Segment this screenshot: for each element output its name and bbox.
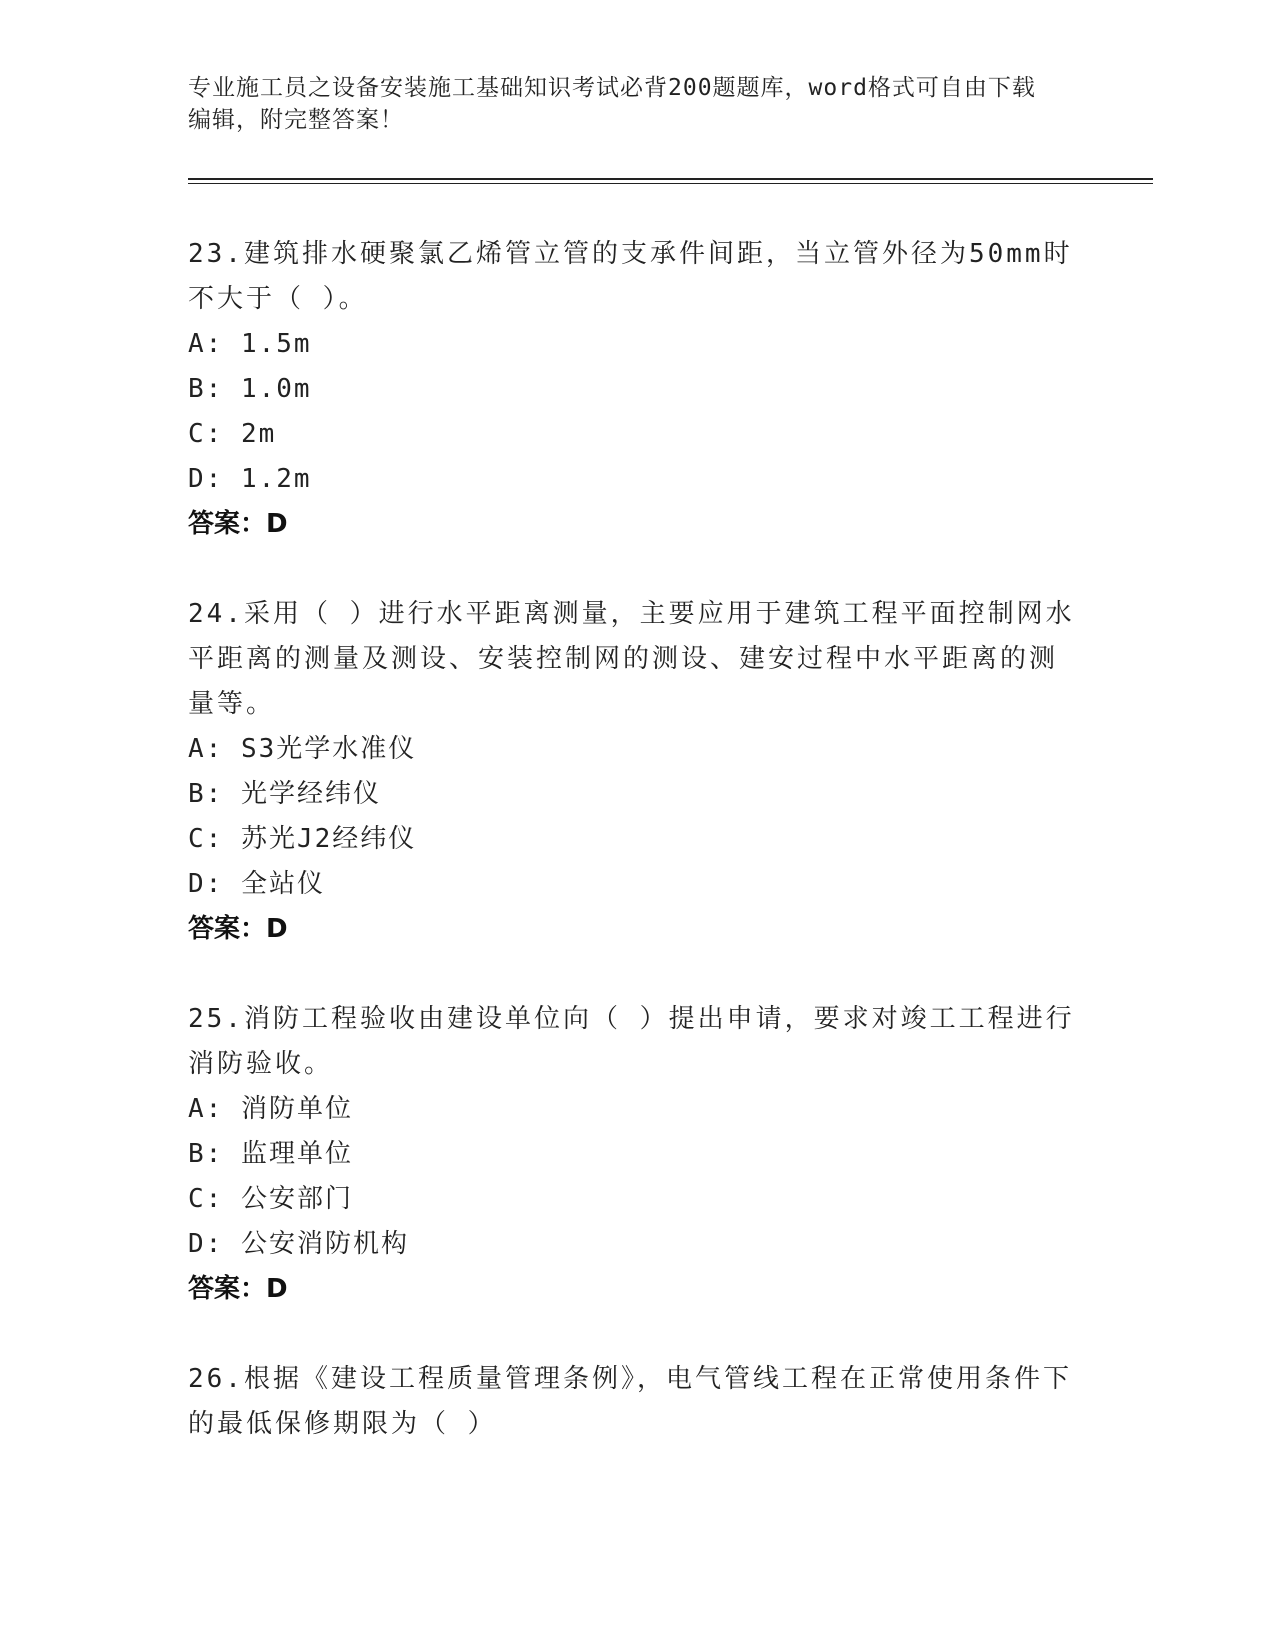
question-stem xyxy=(188,592,1088,727)
question-24 xyxy=(188,592,1088,952)
option-a: A: 1.5m xyxy=(188,329,312,359)
option-b: B: 光学经纬仪 xyxy=(188,779,381,809)
answer-label: 答案：D xyxy=(188,1274,288,1304)
question-stem xyxy=(188,232,1088,322)
stem-line: 26.根据《建设工程质量管理条例》，电气管线工程在正常使用条件下 xyxy=(188,1364,1072,1394)
stem-line: 23.建筑排水硬聚氯乙烯管立管的支承件间距，当立管外径为50mm时 xyxy=(188,239,1073,269)
option-c: C: 苏光J2经纬仪 xyxy=(188,824,417,854)
question-list xyxy=(188,232,1088,1492)
option-a: A: 消防单位 xyxy=(188,1094,353,1124)
question-stem xyxy=(188,1357,1088,1447)
header-line-1: 专业施工员之设备安装施工基础知识考试必背200题题库，word格式可自由下载 xyxy=(188,75,1036,101)
option-d: D: 1.2m xyxy=(188,464,312,494)
option-b: B: 1.0m xyxy=(188,374,312,404)
stem-line: 25.消防工程验收由建设单位向（ ）提出申请，要求对竣工工程进行 xyxy=(188,1004,1075,1034)
document-header xyxy=(188,72,1088,136)
header-divider-thin xyxy=(188,183,1153,184)
option-a: A: S3光学水准仪 xyxy=(188,734,417,764)
answer-label: 答案：D xyxy=(188,509,288,539)
question-25 xyxy=(188,997,1088,1312)
question-23 xyxy=(188,232,1088,547)
header-divider xyxy=(188,178,1153,180)
stem-line: 的最低保修期限为（ ） xyxy=(188,1409,497,1439)
question-26 xyxy=(188,1357,1088,1447)
question-stem xyxy=(188,997,1088,1087)
stem-line: 量等。 xyxy=(188,689,276,719)
stem-line: 不大于（ ）。 xyxy=(188,284,368,314)
header-line-2: 编辑，附完整答案！ xyxy=(188,107,404,133)
option-d: D: 全站仪 xyxy=(188,869,325,899)
option-b: B: 监理单位 xyxy=(188,1139,353,1169)
option-c: C: 2m xyxy=(188,419,277,449)
stem-line: 24.采用（ ）进行水平距离测量，主要应用于建筑工程平面控制网水 xyxy=(188,599,1075,629)
option-c: C: 公安部门 xyxy=(188,1184,353,1214)
answer-label: 答案：D xyxy=(188,914,288,944)
option-d: D: 公安消防机构 xyxy=(188,1229,409,1259)
stem-line: 平距离的测量及测设、安装控制网的测设、建安过程中水平距离的测 xyxy=(188,644,1059,674)
stem-line: 消防验收。 xyxy=(188,1049,334,1079)
